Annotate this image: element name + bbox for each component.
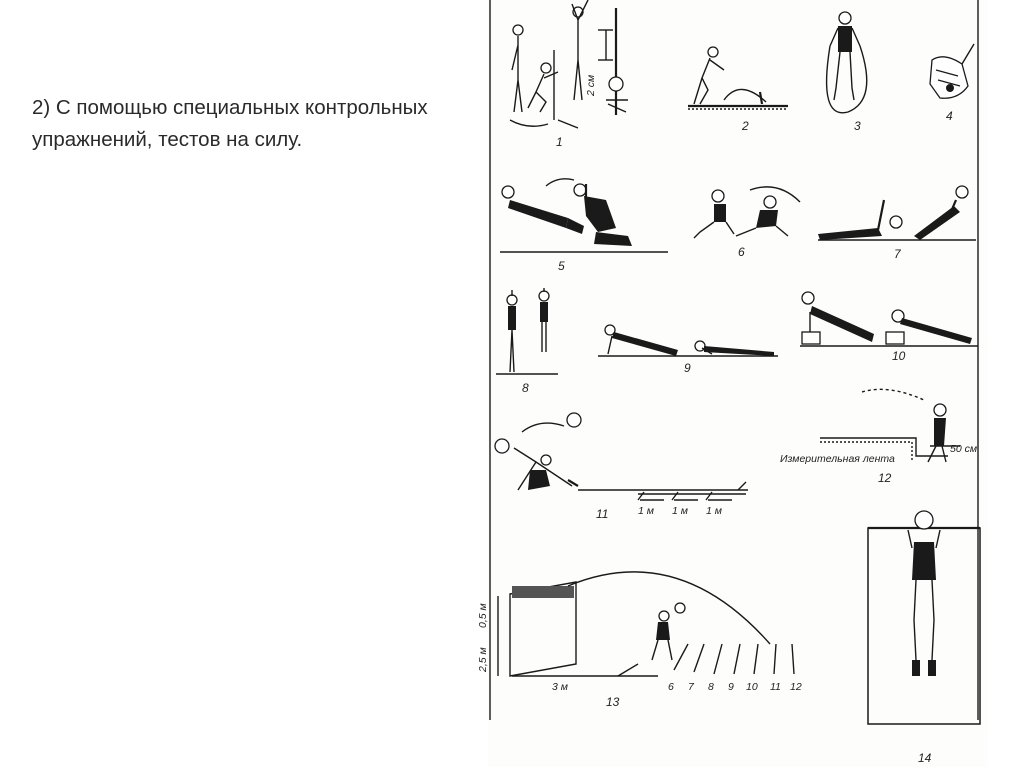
zone-number-11: 11 xyxy=(770,681,781,693)
exercise-4-hand-grip xyxy=(930,44,974,98)
exercise-6-sit-ups xyxy=(694,187,800,238)
exercise-1-jump-reach xyxy=(510,0,628,128)
zone-number-6: 6 xyxy=(668,681,674,693)
exercise-number-12: 12 xyxy=(878,471,892,485)
slide-text: 2) С помощью специальных контрольных упражнений, тестов на силу. xyxy=(32,96,428,151)
exercise-number-6: 6 xyxy=(738,245,745,259)
meter-mark-2: 1 м xyxy=(672,505,688,517)
meter-mark-1: 1 м xyxy=(638,505,654,517)
wall-top-label: 0,5 м xyxy=(477,603,489,628)
reach-distance-label: 50 см xyxy=(950,443,978,455)
zone-number-9: 9 xyxy=(728,681,734,693)
exercise-14-bar-hang xyxy=(868,511,980,724)
zone-number-12: 12 xyxy=(790,681,802,693)
exercise-number-7: 7 xyxy=(894,247,901,261)
exercise-5-back-extension xyxy=(500,179,668,252)
exercise-8-stance xyxy=(496,288,558,374)
zone-number-10: 10 xyxy=(746,681,758,693)
zone-number-8: 8 xyxy=(708,681,714,693)
exercise-number-1: 1 xyxy=(556,135,563,149)
exercise-13-wall-throw xyxy=(498,572,794,676)
exercise-drawings xyxy=(477,0,988,767)
exercise-illustration xyxy=(477,0,988,767)
exercise-number-5: 5 xyxy=(558,259,565,273)
exercise-number-3: 3 xyxy=(854,119,861,133)
exercise-3-jump-rope xyxy=(827,12,867,113)
exercise-7-leg-raise xyxy=(818,186,976,240)
zone-number-7: 7 xyxy=(688,681,694,693)
exercise-number-10: 10 xyxy=(892,349,906,363)
exercise-2-long-jump xyxy=(688,47,788,109)
jump-height-label: 2 см xyxy=(585,74,597,96)
exercise-number-13: 13 xyxy=(606,695,620,709)
exercise-12-tape-reach xyxy=(820,389,960,462)
exercise-number-11: 11 xyxy=(596,507,609,521)
exercise-9-push-ups xyxy=(598,325,778,356)
exercise-11-ball-throw xyxy=(495,413,748,500)
exercise-number-9: 9 xyxy=(684,361,691,375)
exercise-number-8: 8 xyxy=(522,381,529,395)
exercise-number-14: 14 xyxy=(918,751,932,765)
meter-mark-3: 1 м xyxy=(706,505,722,517)
wall-distance-label: 3 м xyxy=(552,681,568,693)
exercise-10-incline-push-ups xyxy=(800,292,978,346)
tape-label: Измерительная лента xyxy=(780,453,895,465)
wall-height-label: 2,5 м xyxy=(477,647,489,672)
exercise-number-4: 4 xyxy=(946,109,953,123)
exercise-number-2: 2 xyxy=(742,119,749,133)
